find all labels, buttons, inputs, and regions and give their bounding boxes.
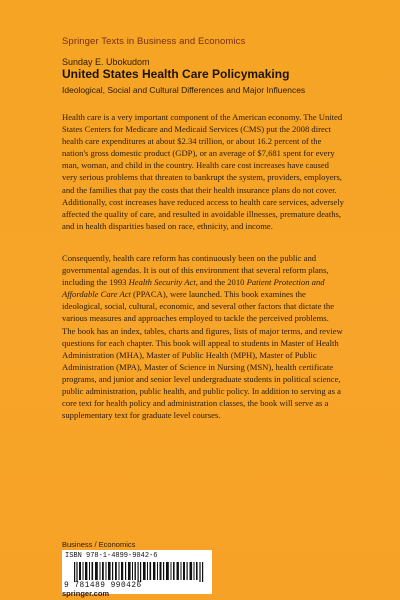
subject-category: Business / Economics [62, 540, 136, 549]
author-name: Sunday E. Ubokudom [62, 57, 150, 67]
barcode [62, 550, 212, 594]
barcode-bars [74, 562, 204, 582]
paragraph-2-text-a: Consequently, health care reform has continuously been on the public and governmental agendas. It is out of this environment that several reform plans, including the 1993 [62, 253, 329, 288]
isbn-label: ISBN 978-1-4899-9042-6 [65, 552, 158, 560]
paragraph-2-italic-2: Patient Protection and Affordable Care Act [62, 277, 325, 300]
barcode-number: 9 781489 990426 [64, 582, 142, 590]
publisher-website[interactable]: springer.com [62, 589, 110, 598]
book-title: United States Health Care Policymaking [62, 67, 290, 81]
paragraph-2-text-b: , and the 2010 [195, 277, 247, 288]
series-name: Springer Texts in Business and Economics [62, 36, 246, 47]
book-subtitle: Ideological, Social and Cultural Differences and Major Influences [62, 85, 306, 95]
paragraph-2-text-c: (PPACA), were launched. This book examines the ideological, social, cultural, economic, and several other factors that dictate the various measures and approaches employed to tackle the perceived problems. The book has an index, tables, charts and figures, lists of major terms, and review questions for each chapter. This book will appeal to students in Master of Health Administration (MHA), Master of Public Health (MPH), Master of Public Administration (MPA), Master of Science in Nursing (MSN), health certificate programs, and junior and senior level undergraduate students in political science, public administration, public health, and public policy. In addition to serving as a core text for health policy and administration classes, the book will serve as a supplementary text for graduate level courses. [62, 289, 343, 421]
paragraph-2-italic-1: Health Security Act [128, 277, 196, 288]
description-paragraph-2 [62, 252, 344, 421]
description-paragraph-1: Health care is a very important component of the American economy. The United States Centers for Medicare and Medicaid Services (CMS) put the 2008 direct health care expenditures at about $2.34 trillion, or about 16.2 percent of the nation's gross domestic product (GDP), or an average of $7,681 spent for every man, woman, and child in the country. Health care cost increases have caused very serious problems that threaten to bankrupt the system, providers, employers, and the families that pay the costs that their health insurance plans do not cover. Additionally, cost increases have reduced access to health care services, adversely affected the quality of care, and resulted in avoidable illnesses, premature deaths, and in health disparities based on race, ethnicity, and income. [62, 112, 344, 231]
